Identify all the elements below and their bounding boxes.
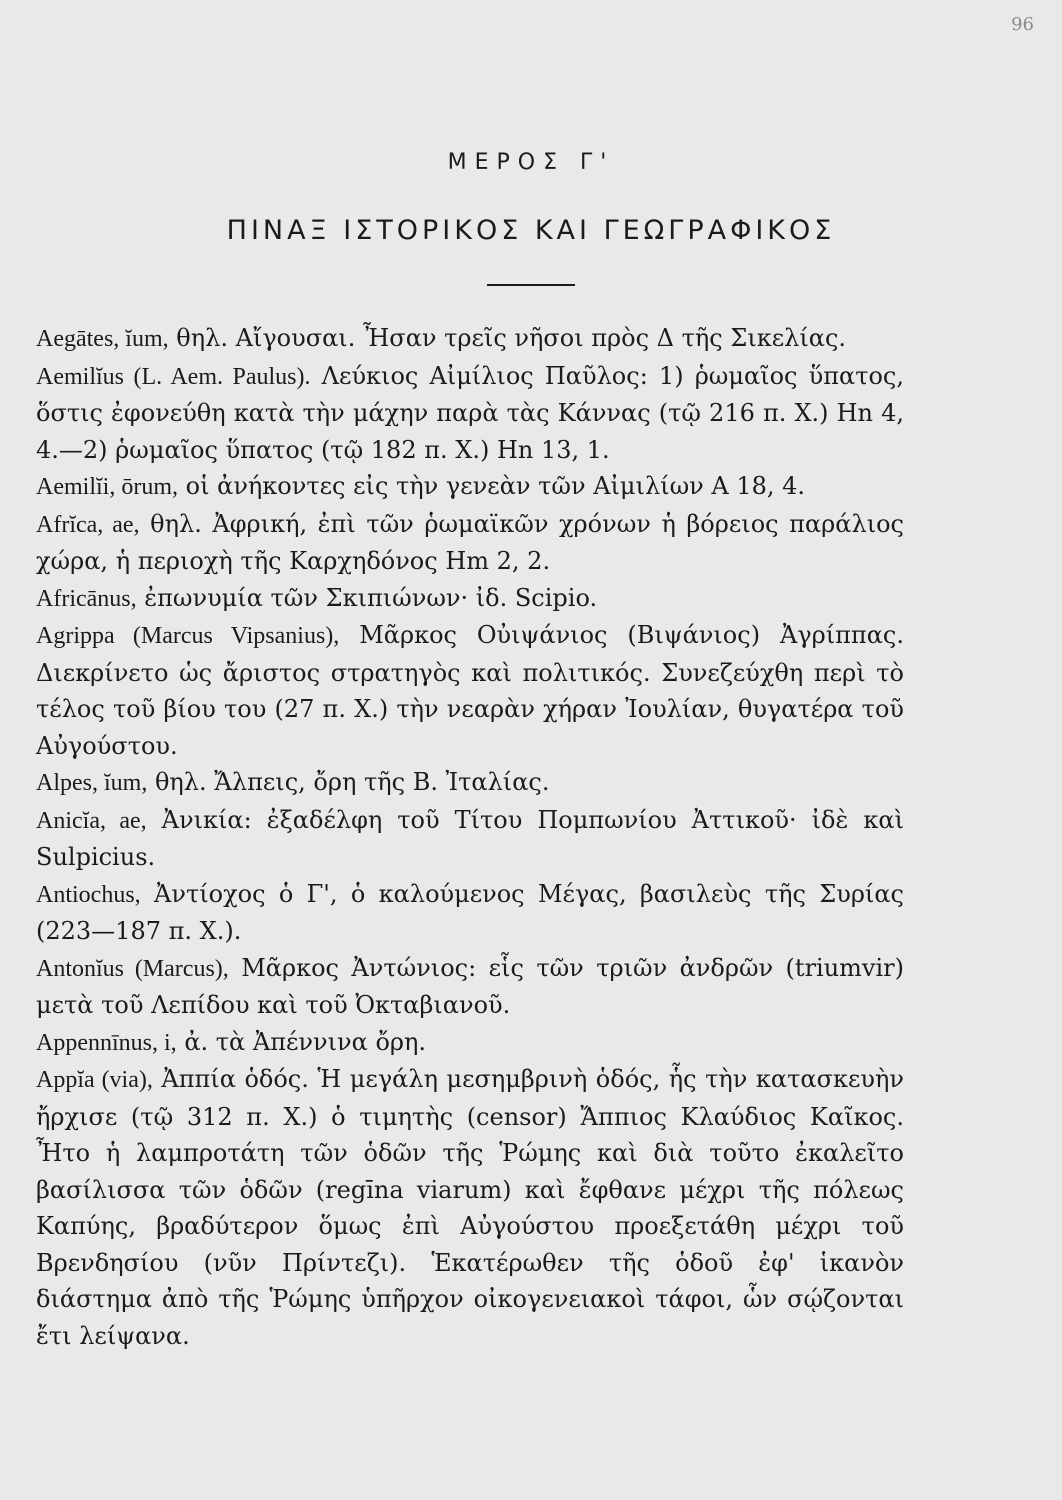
entry-text: Λεύκιος Αἰμίλιος Παῦλος: 1) ῥωμαῖος ὕπατος, ὅστις ἐφονεύθη κατὰ τὴν μάχην παρὰ τὰς Κάννας (τῷ 216 π. Χ.) Hn 4, 4.—2) ῥωμαῖος ὕπατος (τῷ 182 π. Χ.) Hn 13, 1.: [36, 361, 904, 464]
index-entry: [36, 1061, 904, 1354]
index-entry: [36, 764, 904, 802]
index-entries: [36, 320, 904, 1354]
entry-headword: Aemilĭus (L. Aem. Paulus).: [36, 363, 311, 390]
entry-headword: Anicĭa, ae,: [36, 807, 147, 834]
index-entry: [36, 950, 904, 1024]
index-entry: [36, 617, 904, 764]
entry-headword: Appĭa (via),: [36, 1067, 153, 1093]
entry-text: οἱ ἀνήκοντες εἰς τὴν γενεὰν τῶν Αἰμιλίων A 18, 4.: [185, 472, 806, 500]
page-header: [0, 150, 1062, 286]
index-entry: [36, 468, 904, 506]
index-title: ΠΙΝΑΞ ΙΣΤΟΡΙΚΟΣ ΚΑΙ ΓΕΩΓΡΑΦΙΚΟΣ: [226, 215, 836, 246]
entry-headword: Appennīnus, i,: [36, 1029, 177, 1056]
entry-headword: Aemilĭi, ōrum,: [36, 474, 178, 500]
index-entry: [36, 580, 904, 618]
entry-headword: Afrĭca, ae,: [36, 511, 140, 538]
index-entry: [36, 506, 904, 580]
entry-headword: Africānus,: [36, 585, 137, 612]
entry-text: θηλ. Ἄλπεις, ὄρη τῆς Β. Ἰταλίας.: [154, 768, 550, 796]
title-divider: [487, 284, 575, 286]
entry-text: ἐπωνυμία τῶν Σκιπιώνων· ἰδ. Scipio.: [144, 583, 598, 612]
entry-text: Μᾶρκος Ἀντώνιος: εἷς τῶν τριῶν ἀνδρῶν (triumvir) μετὰ τοῦ Λεπίδου καὶ τοῦ Ὀκταβιανοῦ.: [36, 953, 904, 1019]
entry-headword: Agrippa (Marcus Vipsanius),: [36, 623, 340, 649]
entry-text: Ἀνικία: ἐξαδέλφη τοῦ Τίτου Πομπωνίου Ἀττικοῦ· ἰδὲ καὶ Sulpicius.: [36, 805, 904, 871]
entry-text: θηλ. Αἴγουσαι. Ἦσαν τρεῖς νῆσοι πρὸς Δ τῆς Σικελίας.: [176, 324, 847, 352]
entry-headword: Antiochus,: [36, 881, 141, 908]
entry-text: Ἀππία ὁδός. Ἡ μεγάλη μεσημβρινὴ ὁδός, ἧς τὴν κατασκευὴν ἤρχισε (τῷ 312 π. Χ.) ὁ τιμητὴς (censor) Ἄππιος Κλαύδιος Καῖκος. Ἦτο ἡ λαμπροτάτη τῶν ὁδῶν τῆς Ῥώμης καὶ διὰ τοῦτο ἐκαλεῖτο βασίλισσα τῶν ὁδῶν (regīna viarum) καὶ ἔφθανε μέχρι τῆς πόλεως Καπύης, βραδύτερον ὅμως ἐπὶ Αὐγούστου προεξετάθη μέχρι τοῦ Βρενδησίου (νῦν Πρίντεζι). Ἑκατέρωθεν τῆς ὁδοῦ ἐφ' ἱκανὸν διάστημα ἀπὸ τῆς Ῥώμης ὑπῆρχον οἰκογενειακοὶ τάφοι, ὧν σῴζονται ἔτι λείψανα.: [36, 1065, 904, 1350]
entry-headword: Aegātes, ĭum,: [36, 326, 169, 352]
entry-text: Μᾶρκος Οὐιψάνιος (Βιψάνιος) Ἀγρίππας. Διεκρίνετο ὡς ἄριστος στρατηγὸς καὶ πολιτικός. Συνεζεύχθη περὶ τὸ τέλος τοῦ βίου του (27 π. Χ.) τὴν νεαρὰν χήραν Ἰουλίαν, θυγατέρα τοῦ Αὐγούστου.: [36, 621, 904, 760]
page-number: 96: [1011, 14, 1034, 35]
entry-text: θηλ. Ἀφρική, ἐπὶ τῶν ῥωμαϊκῶν χρόνων ἡ βόρειος παράλιος χώρα, ἡ περιοχὴ τῆς Καρχηδόνος Hm 2, 2.: [36, 509, 904, 575]
index-entry: [36, 320, 904, 358]
index-entry: [36, 802, 904, 876]
index-entry: [36, 358, 904, 469]
entry-text: ἀ. τὰ Ἀπέννινα ὄρη.: [184, 1027, 427, 1056]
index-entry: [36, 876, 904, 950]
entry-text: Ἀντίοχος ὁ Γ', ὁ καλούμενος Μέγας, βασιλεὺς τῆς Συρίας (223—187 π. Χ.).: [36, 879, 904, 945]
entry-headword: Antonĭus (Marcus),: [36, 955, 229, 982]
entry-headword: Alpes, ĭum,: [36, 770, 148, 796]
part-label: ΜΕΡΟΣ Γ': [447, 150, 615, 175]
index-entry: [36, 1024, 904, 1062]
